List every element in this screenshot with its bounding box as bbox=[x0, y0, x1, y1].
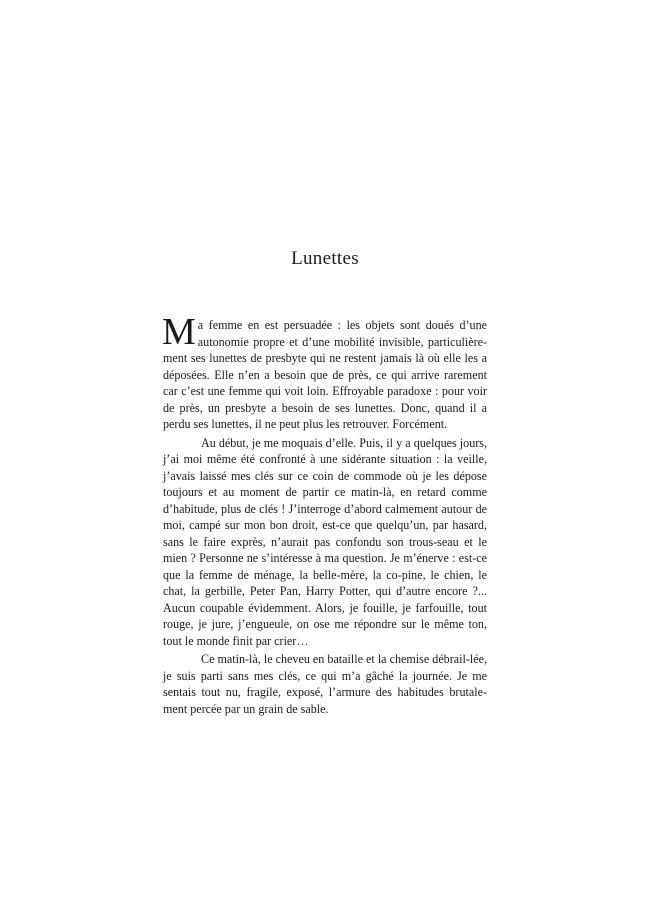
drop-cap: M bbox=[162, 311, 196, 353]
paragraph-3: Ce matin-là, le cheveu en bataille et la chemise débrail-lée, je suis parti sans mes clés, ce qui m’a gâché la journée. Je me sentais tout nu, fragile, exposé, l’armure des habitudes brutale-ment percée par un grain de sable. bbox=[163, 652, 487, 716]
body-text bbox=[162, 311, 487, 717]
paragraph-2: Au début, je me moquais d’elle. Puis, il y a quelques jours, j’ai moi même été confronté à une sidérante situation : la veille, j’avais laissé mes clés sur ce coin de commode où je les dépose toujours et au moment de partir ce matin-là, en retard comme d’habitude, plus de clés ! J’interroge d’abord calmement autour de moi, campé sur mon bon droit, est-ce que quelqu’un, par hasard, sans le faire exprès, n’aurait pas confondu son trous-seau et le mien ? Personne ne s’intéresse à ma question. Je m’énerve : est-ce que la femme de ménage, la belle-mère, la co-pine, le chien, le chat, la gerbille, Peter Pan, Harry Potter, qui d’autre encore ?... Aucun coupable évidemment. Alors, je fouille, je farfouille, tout rouge, je jure, j’engueule, on ose me répondre sur le même ton, tout le monde finit par crier… bbox=[163, 435, 487, 648]
paragraph-1-text: a femme en est persuadée : les objets sont doués d’une autonomie propre et d’une mobilité invisible, particulière-ment ses lunettes de presbyte qui ne restent jamais là où elle les a déposées. Elle n’en a besoin que de près, ce qui arrive rarement car c’est une femme qui voit loin. Effroyable paradoxe : pour voir de près, un presbyte a besoin de ses lunettes. Donc, quand il a perdu ses lunettes, il ne peut plus les retrouver. Forcément. bbox=[163, 318, 487, 431]
paragraph-1 bbox=[162, 311, 487, 433]
page-title: Lunettes bbox=[291, 248, 359, 269]
